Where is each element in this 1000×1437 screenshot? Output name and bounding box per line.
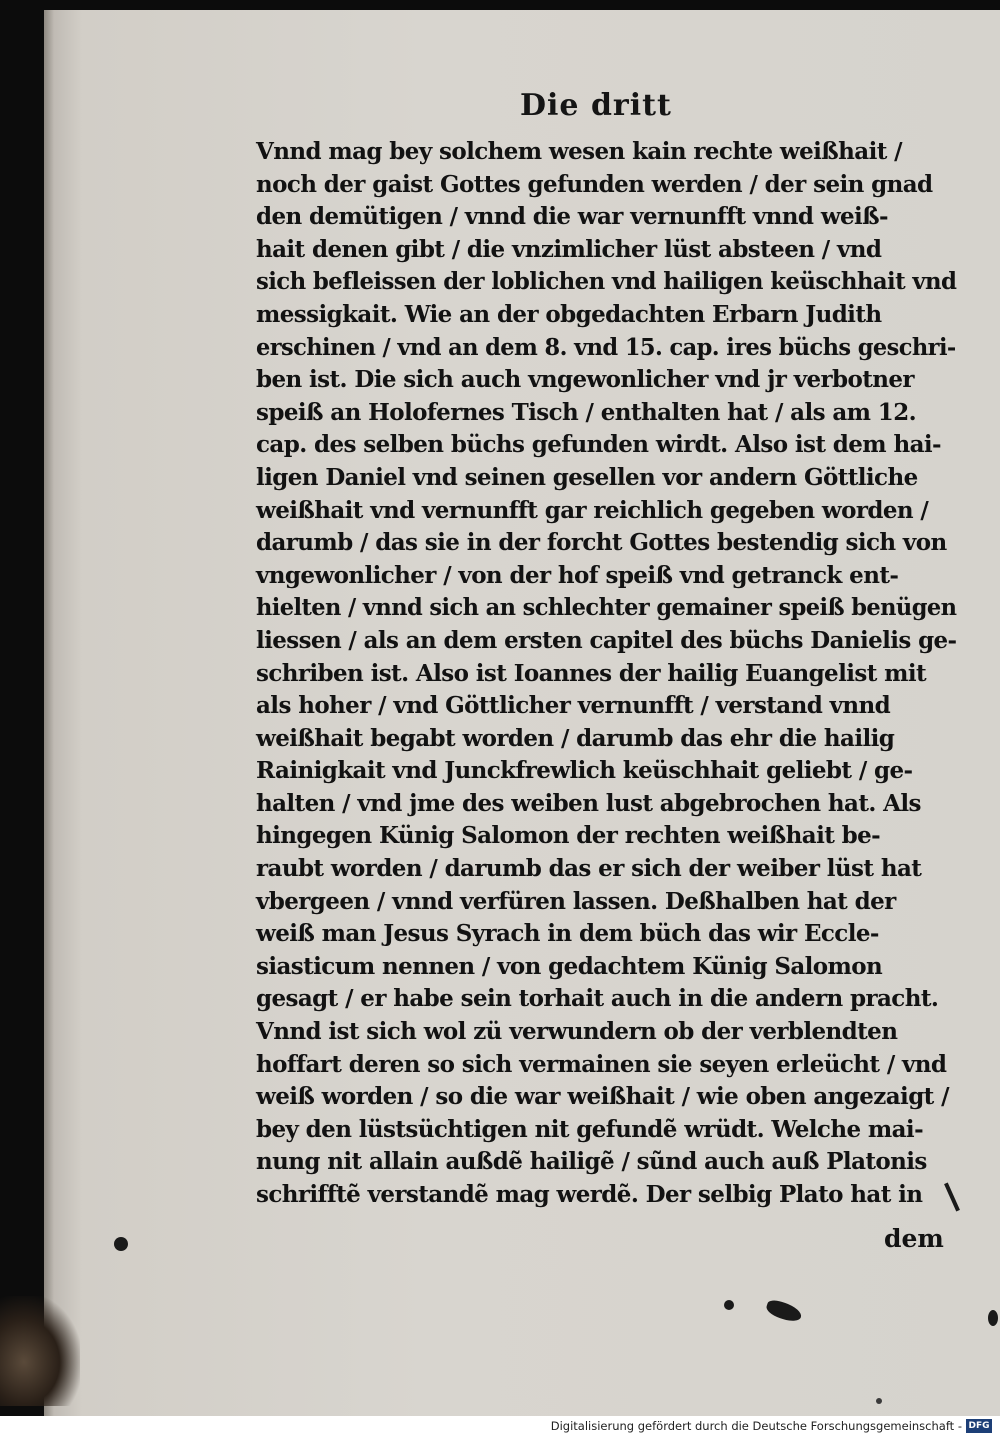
ink-spot <box>724 1300 734 1310</box>
text-line: darumb / das sie in der forcht Gottes bestendig sich von <box>256 529 947 557</box>
text-line: weiß man Jesus Syrach in dem büch das wir Eccle- <box>256 920 879 948</box>
ink-spot <box>988 1310 998 1326</box>
text-line: siasticum nennen / von gedachtem Künig Salomon <box>256 952 883 980</box>
text-line: messigkait. Wie an der obgedachten Erbarn Judith <box>256 300 882 328</box>
text-line: als hoher / vnd Göttlicher vernunfft / verstand vnnd <box>256 692 891 720</box>
text-line: gesagt / er habe sein torhait auch in die andern pracht. <box>256 985 939 1013</box>
ink-spot <box>876 1398 882 1404</box>
text-line: sich befleissen der loblichen vnd hailigen keüschhait vnd <box>256 268 957 296</box>
catchword: dem <box>884 1224 944 1253</box>
body-text <box>256 136 956 1212</box>
text-line: schrifftẽ verstandẽ mag werdẽ. Der selbig Plato hat in <box>256 1181 923 1208</box>
dfg-logo-icon: DFG <box>966 1419 992 1433</box>
text-line: ligen Daniel vnd seinen gesellen vor andern Göttliche <box>256 463 918 491</box>
text-line: weiß worden / so die war weißhait / wie oben angezaigt / <box>256 1083 949 1111</box>
text-line: speiß an Holofernes Tisch / enthalten hat / als am 12. <box>256 398 917 426</box>
text-line: Rainigkait vnd Junckfrewlich keüschhait geliebt / ge- <box>256 757 913 785</box>
text-line: erschinen / vnd an dem 8. vnd 15. cap. ires büchs geschri- <box>256 333 956 361</box>
ink-spot <box>114 1237 128 1251</box>
text-line: cap. des selben büchs gefunden wirdt. Also ist dem hai- <box>256 431 941 459</box>
text-line: noch der gaist Gottes gefunden werden / der sein gnad <box>256 170 933 198</box>
text-line: vngewonlicher / von der hof speiß vnd getranck ent- <box>256 561 899 589</box>
text-line: weißhait begabt worden / darumb das ehr die hailig <box>256 724 895 752</box>
text-line: hoffart deren so sich vermainen sie seyen erleücht / vnd <box>256 1050 947 1078</box>
text-line: hingegen Künig Salomon der rechten weißhait be- <box>256 822 881 850</box>
text-line: hait denen gibt / die vnzimlicher lüst absteen / vnd <box>256 235 882 263</box>
text-line: liessen / als an dem ersten capitel des büchs Danielis ge- <box>256 626 957 654</box>
text-line: halten / vnd jme des weiben lust abgebrochen hat. Als <box>256 789 921 817</box>
page-damage <box>0 1296 80 1406</box>
digitization-credit: Digitalisierung gefördert durch die Deutsche Forschungsgemeinschaft - <box>550 1419 962 1433</box>
text-line: bey den lüstsüchtigen nit gefundẽ wrüdt. Welche mai- <box>256 1115 924 1143</box>
text-line: weißhait vnd vernunfft gar reichlich gegeben worden / <box>256 496 929 524</box>
text-line: hielten / vnnd sich an schlechter gemainer speiß benügen <box>256 594 957 622</box>
running-head: Die dritt <box>520 88 672 123</box>
text-line: ben ist. Die sich auch vngewonlicher vnd jr verbotner <box>256 366 914 394</box>
text-line: schriben ist. Also ist Ioannes der hailig Euangelist mit <box>256 659 927 687</box>
text-line: Vnnd ist sich wol zü verwundern ob der verblendten <box>256 1018 898 1046</box>
footer-bar <box>0 1416 1000 1437</box>
text-line: Vnnd mag bey solchem wesen kain rechte weißhait / <box>256 138 902 165</box>
text-line: nung nit allain außdẽ hailigẽ / sũnd auch auß Platonis <box>256 1148 927 1176</box>
text-line: den demütigen / vnnd die war vernunfft vnnd weiß- <box>256 203 889 231</box>
ink-spot <box>764 1298 803 1324</box>
page-gutter-shadow <box>44 10 54 1416</box>
text-line: vbergeen / vnnd verfüren lassen. Deßhalben hat der <box>256 887 896 915</box>
book-page <box>44 10 1000 1416</box>
text-line: raubt worden / darumb das er sich der weiber lüst hat <box>256 855 922 883</box>
